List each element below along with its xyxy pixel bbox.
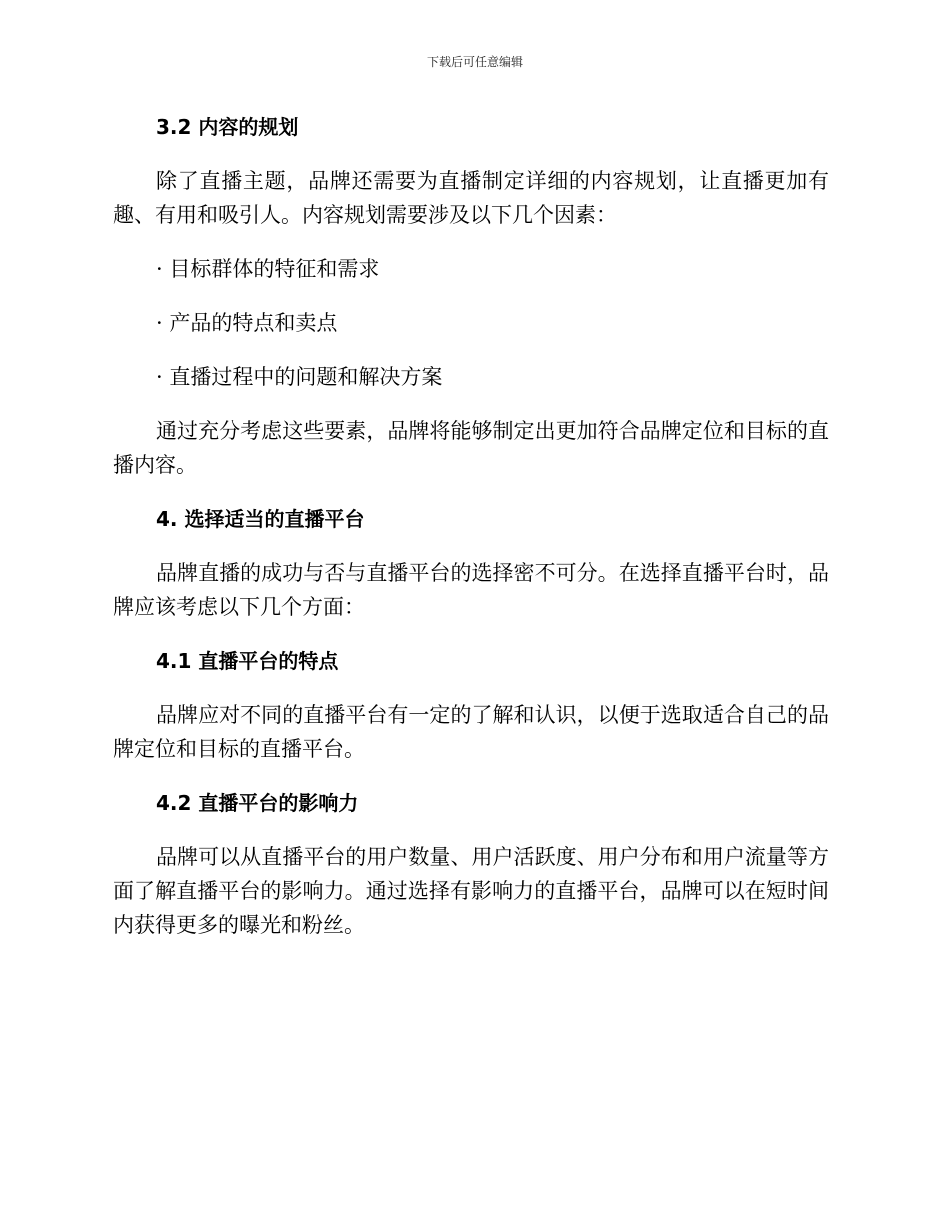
list-item: · 产品的特点和卖点 [156, 311, 338, 335]
paragraph-content-summary: 通过充分考虑这些要素，品牌将能够制定出更加符合品牌定位和目标的直播内容。 [113, 419, 829, 477]
section-heading-3-2: 3.2 内容的规划 [156, 115, 299, 139]
list-item: · 直播过程中的问题和解决方案 [156, 365, 443, 389]
section-heading-4-1: 4.1 直播平台的特点 [156, 649, 339, 673]
paragraph-content-planning: 除了直播主题，品牌还需要为直播制定详细的内容规划，让直播更加有趣、有用和吸引人。内容规划需要涉及以下几个因素： [113, 169, 829, 227]
paragraph-platform-influence: 品牌可以从直播平台的用户数量、用户活跃度、用户分布和用户流量等方面了解直播平台的影响力。通过选择有影响力的直播平台，品牌可以在短时间内获得更多的曝光和粉丝。 [113, 845, 829, 937]
paragraph-platform-choice: 品牌直播的成功与否与直播平台的选择密不可分。在选择直播平台时，品牌应该考虑以下几个方面： [113, 561, 829, 619]
document-body [113, 110, 829, 962]
page-header: 下载后可任意编辑 [426, 55, 523, 69]
section-heading-4: 4. 选择适当的直播平台 [156, 507, 365, 531]
list-item: · 目标群体的特征和需求 [156, 257, 380, 281]
paragraph-platform-features: 品牌应对不同的直播平台有一定的了解和认识，以便于选取适合自己的品牌定位和目标的直播平台。 [113, 703, 829, 761]
section-heading-4-2: 4.2 直播平台的影响力 [156, 791, 359, 815]
